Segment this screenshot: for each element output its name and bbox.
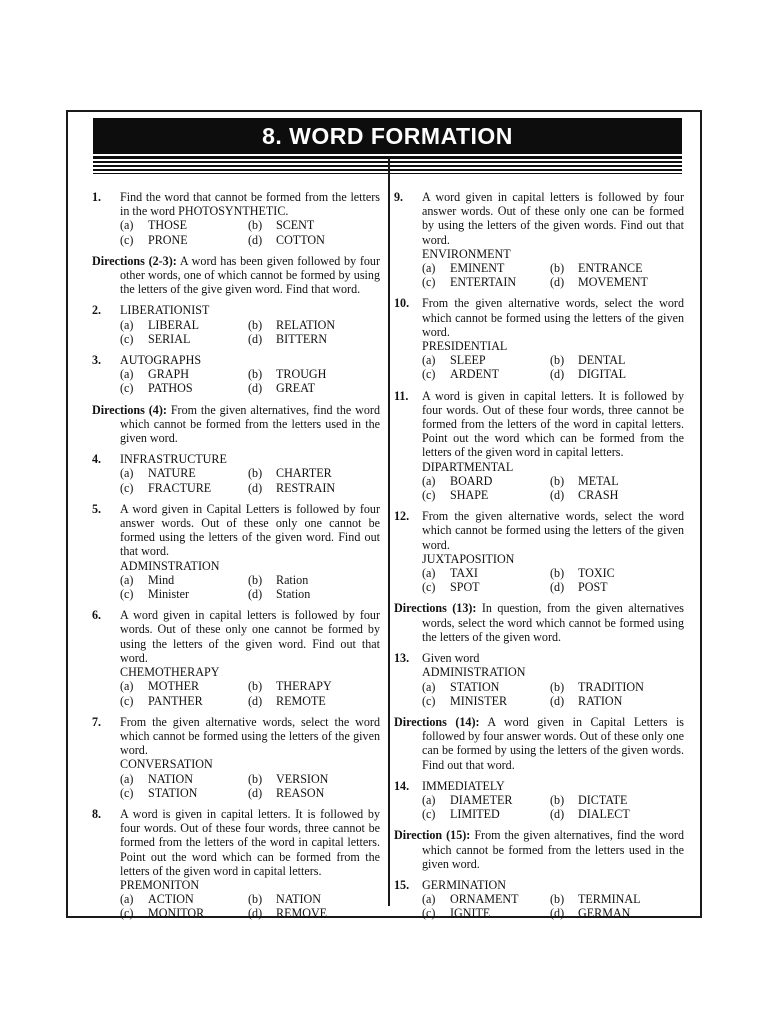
option-label: (d) [248,381,263,396]
question-text: A word is given in capital letters. It is followed by four words. Out of these four words, three cannot be formed from the letters of the word in capital letters. Point out the word which can be formed from the letters of the given word in capital letters. [120,806,380,878]
option-label: (c) [120,381,134,396]
option-text: CHARTER [276,466,332,481]
option-label: (d) [248,587,263,602]
option-label: (c) [422,906,436,921]
question-body [120,190,380,247]
option-label: (a) [422,353,436,368]
option-label: (d) [550,807,565,822]
option[interactable] [248,481,380,495]
question-number: 2. [92,303,102,318]
option[interactable] [248,466,380,480]
given-word: PREMONITON [120,877,200,892]
option[interactable] [120,466,248,480]
question [394,296,684,381]
question-body [422,389,684,503]
option-label: (a) [422,566,436,581]
question-text: A word given in capital letters is followed by four answer words. Out of these only one can be formed by using the letters of the given words. Find out that word. [422,190,684,247]
directions-block [394,601,684,644]
given-word: ADMINISTRATION [422,665,526,680]
option-label: (d) [550,580,565,595]
option-label: (c) [422,580,436,595]
option[interactable] [550,906,684,920]
option-label: (a) [422,261,436,276]
option[interactable] [120,892,248,906]
option-label: (d) [550,906,565,921]
option[interactable] [422,367,550,381]
option-text: THOSE [148,218,187,233]
option-label: (a) [120,679,134,694]
options-grid [120,466,380,494]
option-label: (a) [422,473,436,488]
option-label: (a) [120,771,134,786]
options-grid [422,566,684,594]
question-body [422,509,684,594]
options-grid [422,353,684,381]
options-grid [120,318,380,346]
directions-label: Directions (13): [394,601,477,616]
option[interactable] [248,786,380,800]
question [92,452,380,495]
option[interactable] [120,381,248,395]
given-word: JUXTAPOSITION [422,551,515,566]
option[interactable] [422,275,550,289]
option-label: (b) [248,771,263,786]
question-number: 4. [92,452,102,467]
directions-text: From the given alternatives, find the word which cannot be formed from the letters used in the given word. [422,828,684,871]
question [92,303,380,346]
chapter-title: 8. WORD FORMATION [93,118,682,154]
options-grid [422,680,684,708]
given-word: DIPARTMENTAL [422,459,514,474]
option[interactable] [120,587,248,601]
option-text: GREAT [276,381,315,396]
option-label: (a) [120,572,134,587]
question [394,190,684,289]
option-text: VERSION [276,771,329,786]
column-divider [388,158,390,906]
option[interactable] [422,353,550,367]
option-text: SCENT [276,218,315,233]
option[interactable] [550,367,684,381]
option-label: (d) [550,488,565,503]
option[interactable] [248,318,380,332]
option[interactable] [248,679,380,693]
option-text: TOXIC [578,566,615,581]
question [394,779,684,822]
option-label: (c) [120,906,134,921]
option-label: (d) [248,480,263,495]
option-label: (d) [550,275,565,290]
directions-label: Directions (4): [92,402,167,417]
question-number: 12. [394,509,410,524]
question-body [422,779,684,822]
option-text: NATION [148,771,194,786]
option-text: TAXI [450,566,478,581]
option-text: REMOVE [276,906,328,921]
option[interactable] [120,786,248,800]
option[interactable] [550,488,684,502]
option-text: METAL [578,473,619,488]
question-text: Given word [422,651,480,666]
option[interactable] [550,566,684,580]
option-text: TERMINAL [578,892,641,907]
option-text: DENTAL [578,353,626,368]
option-text: REMOTE [276,693,326,708]
option-text: ENTERTAIN [450,275,517,290]
given-word: CHEMOTHERAPY [120,665,220,680]
option[interactable] [248,892,380,906]
question-text: A word is given in capital letters. It is followed by four words. Out of these four words, three cannot be formed from the letters of the word in capital letters. Point out the word which can be formed from the letters of the given word in capital letters. [422,388,684,460]
option[interactable] [120,481,248,495]
option[interactable] [422,566,550,580]
option-text: Minister [148,587,189,602]
option-text: ORNAMENT [450,892,519,907]
options-grid [120,679,380,707]
question-number: 3. [92,353,102,368]
option-label: (a) [120,892,134,907]
option-text: RELATION [276,317,336,332]
question-body [120,608,380,707]
option-text: STATION [450,679,500,694]
option[interactable] [120,318,248,332]
question-number: 6. [92,608,102,623]
option-text: PATHOS [148,381,193,396]
question-body [120,452,380,495]
options-grid [422,793,684,821]
option-text: POST [578,580,608,595]
option[interactable] [550,892,684,906]
question [394,651,684,708]
options-grid [120,772,380,800]
option[interactable] [248,233,380,247]
option[interactable] [422,892,550,906]
option-text: LIBERAL [148,317,200,332]
option-text: EMINENT [450,261,505,276]
option-label: (b) [248,572,263,587]
option-text: REASON [276,785,325,800]
option-label: (c) [120,785,134,800]
option[interactable] [550,353,684,367]
option-text: PANTHER [148,693,203,708]
option-text: STATION [148,785,198,800]
option-label: (c) [422,693,436,708]
option-label: (c) [120,480,134,495]
question-text: From the given alternative words, select the word which cannot be formed using the letters of the given word. [422,509,684,552]
option[interactable] [422,793,550,807]
option[interactable] [120,367,248,381]
options-grid [120,218,380,246]
option-label: (c) [120,232,134,247]
options-grid [422,892,684,920]
question-number: 8. [92,806,102,821]
option[interactable] [550,793,684,807]
question-number: 9. [394,190,404,204]
given-word: AUTOGRAPHS [120,353,202,368]
question-number: 1. [92,190,102,204]
option-label: (b) [550,892,565,907]
option-text: RESTRAIN [276,480,336,495]
option-text: FRACTURE [148,480,212,495]
option-text: GRAPH [148,367,189,382]
option[interactable] [120,694,248,708]
question [394,389,684,503]
question-text: Find the word that cannot be formed from the letters in the word PHOTOSYNTHETIC. [120,190,380,219]
option-text: DIAMETER [450,792,513,807]
question-body [120,502,380,601]
directions-text: A word has been given followed by four other words, one of which cannot be formed by using the letters of the give given word. Find that word. [120,253,381,297]
option[interactable] [248,573,380,587]
options-grid [120,892,380,920]
question-body [120,715,380,800]
option[interactable] [422,261,550,275]
option-text: DICTATE [578,792,628,807]
options-grid [120,367,380,395]
question [394,878,684,921]
option-label: (d) [248,693,263,708]
option[interactable] [550,261,684,275]
option[interactable] [550,275,684,289]
given-word: IMMEDIATELY [422,778,505,793]
option[interactable] [550,680,684,694]
option-label: (c) [422,275,436,290]
option-label: (b) [550,353,565,368]
option[interactable] [248,367,380,381]
option-text: THERAPY [276,679,332,694]
option[interactable] [248,906,380,920]
option-label: (b) [248,679,263,694]
option[interactable] [422,694,550,708]
left-column [92,190,380,921]
option-text: Ration [276,572,309,587]
options-grid [120,573,380,601]
option[interactable] [120,573,248,587]
given-word: LIBERATIONIST [120,303,210,318]
directions-block [92,254,380,297]
question-body [120,353,380,396]
question-body [422,651,684,708]
option-text: DIGITAL [578,367,627,382]
question-number: 7. [92,714,102,729]
option-label: (a) [422,792,436,807]
option-text: SPOT [450,580,480,595]
option-label: (d) [248,906,263,921]
option-label: (b) [248,317,263,332]
option-label: (b) [248,367,263,382]
directions-block [92,403,380,446]
option[interactable] [550,807,684,821]
option[interactable] [422,474,550,488]
option[interactable] [550,580,684,594]
option[interactable] [120,772,248,786]
option[interactable] [248,587,380,601]
options-grid [422,261,684,289]
option-label: (c) [422,488,436,503]
question-number: 14. [394,778,410,793]
option-text: SHAPE [450,488,489,503]
option-label: (d) [550,693,565,708]
option-text: COTTON [276,232,325,247]
question-body [422,878,684,921]
option-label: (a) [120,466,134,481]
option[interactable] [248,772,380,786]
option-text: BITTERN [276,331,328,346]
option-label: (a) [120,218,134,233]
directions-text: In question, from the given alternatives words, select the word which cannot be formed using the letters of the given word. [422,601,684,644]
option-text: MINISTER [450,693,508,708]
option-text: Mind [148,572,175,587]
question-text: A word given in capital letters is followed by four words. Out of these only one cannot be formed by using the letters of the given word. Find out that word. [120,608,380,665]
given-word: PRESIDENTIAL [422,339,508,354]
option[interactable] [248,381,380,395]
question [92,608,380,707]
option-text: MOVEMENT [578,275,648,290]
option-text: TRADITION [578,679,644,694]
option-text: SERIAL [148,331,191,346]
option[interactable] [120,679,248,693]
option-text: ENTRANCE [578,261,643,276]
question-body [422,296,684,381]
option-text: IGNITE [450,906,491,921]
option-label: (c) [120,587,134,602]
option[interactable] [550,474,684,488]
right-column [394,190,684,921]
question-number: 10. [394,296,410,311]
option[interactable] [550,694,684,708]
question-number: 15. [394,877,410,892]
question-number: 13. [394,651,410,666]
option-label: (a) [422,679,436,694]
question [394,509,684,594]
option-text: DIALECT [578,807,630,822]
question [92,190,380,247]
question-text: A word given in Capital Letters is followed by four answer words. Out of these only one cannot be formed using the letters of the given word. Find out that word. [120,501,380,559]
option-text: TROUGH [276,367,327,382]
question-number: 11. [394,388,409,403]
question [92,715,380,800]
question [92,353,380,396]
option-label: (b) [550,792,565,807]
question-text: From the given alternative words, select the word which cannot be formed using the letters of the given word. [120,714,380,758]
option-label: (a) [422,892,436,907]
option-label: (b) [550,566,565,581]
option-label: (d) [248,785,263,800]
question [92,502,380,601]
option-label: (c) [422,367,436,382]
option[interactable] [248,218,380,232]
option-label: (c) [120,331,134,346]
option-text: CRASH [578,488,619,503]
question-body [120,303,380,346]
directions-block [394,715,684,772]
option[interactable] [422,906,550,920]
option[interactable] [422,680,550,694]
option[interactable] [248,694,380,708]
option-text: MOTHER [148,679,200,694]
directions-text: A word given in Capital Letters is followed by four answer words. Out of these only one can be formed by using the letters of the given words. Find out that word. [422,714,685,772]
question-body [120,807,380,921]
options-grid [422,474,684,502]
given-word: INFRASTRUCTURE [120,452,227,467]
option-label: (c) [120,693,134,708]
option-text: RATION [578,693,623,708]
given-word: CONVERSATION [120,757,213,772]
given-word: ENVIRONMENT [422,246,511,261]
option-text: BOARD [450,473,493,488]
option[interactable] [120,218,248,232]
question-number: 5. [92,501,102,516]
option-label: (b) [248,218,263,233]
option-label: (b) [248,466,263,481]
directions-label: Directions (2-3): [92,253,177,268]
given-word: GERMINATION [422,877,506,892]
directions-label: Direction (15): [394,828,471,843]
option-text: ARDENT [450,367,500,382]
option-label: (b) [550,473,565,488]
directions-block [394,828,684,871]
option-label: (b) [550,261,565,276]
option-label: (d) [248,331,263,346]
option-text: MONITOR [148,906,205,921]
option-label: (b) [550,679,565,694]
option[interactable] [248,332,380,346]
option[interactable] [422,488,550,502]
option-text: NATURE [148,466,196,481]
directions-text: From the given alternatives, find the word which cannot be formed from the letters used in the given word. [120,402,380,446]
option-text: GERMAN [578,906,631,921]
option-label: (c) [422,807,436,822]
question-text: From the given alternative words, select the word which cannot be formed using the letters of the given word. [422,296,684,339]
option-label: (d) [550,367,565,382]
option[interactable] [422,807,550,821]
option-label: (a) [120,317,134,332]
given-word: ADMINSTRATION [120,558,220,573]
option[interactable] [120,906,248,920]
question-body [422,190,684,289]
option-text: ACTION [148,892,194,907]
option-text: NATION [276,892,322,907]
option[interactable] [120,233,248,247]
option-label: (a) [120,367,134,382]
question [92,807,380,921]
directions-label: Directions (14): [394,714,480,729]
option-text: Station [276,587,311,602]
option-text: LIMITED [450,807,500,822]
option[interactable] [120,332,248,346]
option-label: (d) [248,232,263,247]
option[interactable] [422,580,550,594]
option-text: PRONE [148,232,188,247]
option-text: SLEEP [450,353,486,368]
option-label: (b) [248,892,263,907]
